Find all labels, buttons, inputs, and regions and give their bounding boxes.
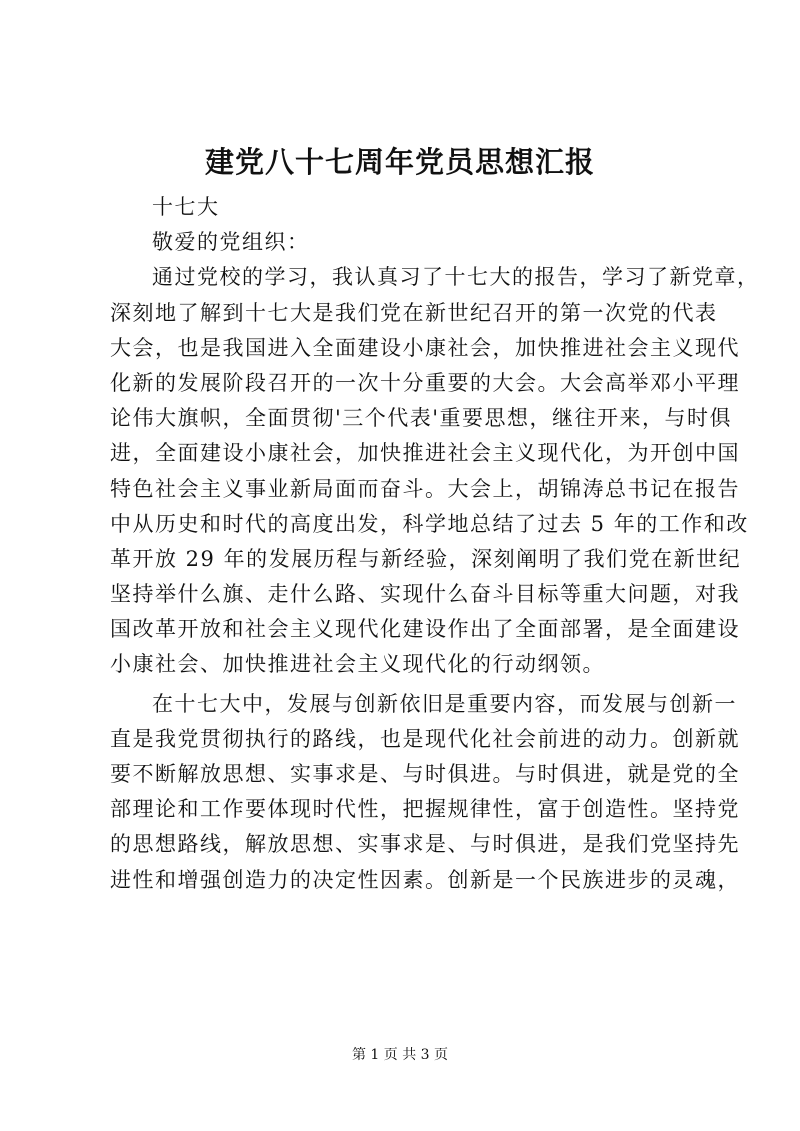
text-line: 十七大 [152, 195, 220, 219]
text-line: 化新的发展阶段召开的一次十分重要的大会。大会高举邓小平理 [110, 370, 740, 395]
text-line: 进，全面建设小康社会，加快推进社会主义现代化，为开创中国 [110, 441, 740, 466]
text-line: 坚持举什么旗、走什么路、实现什么奋斗目标等重大问题，对我 [110, 582, 740, 607]
text-line: 特色社会主义事业新局面而奋斗。大会上，胡锦涛总书记在报告 [110, 476, 740, 501]
text-line: 在十七大中，发展与创新依旧是重要内容，而发展与创新一 [152, 691, 737, 716]
text-line: 中从历史和时代的高度出发，科学地总结了过去 5 年的工作和改 [110, 511, 749, 536]
text-line: 大会，也是我国进入全面建设小康社会，加快推进社会主义现代 [110, 335, 740, 360]
text-line: 敬爱的党组织： [152, 230, 310, 255]
text-line: 要不断解放思想、实事求是、与时俱进。与时俱进，就是党的全 [110, 762, 740, 786]
text-line: 小康社会、加快推进社会主义现代化的行动纲领。 [110, 652, 605, 677]
text-line: 直是我党贯彻执行的路线，也是现代化社会前进的动力。创新就 [110, 726, 740, 751]
text-line: 革开放 29 年的发展历程与新经验，深刻阐明了我们党在新世纪 [110, 546, 742, 571]
text-line: 进性和增强创造力的决定性因素。创新是一个民族进步的灵魂， [110, 867, 740, 892]
document-title: 建党八十七周年党员思想汇报 [204, 145, 595, 179]
text-line: 深刻地了解到十七大是我们党在新世纪召开的第一次党的代表 [110, 300, 718, 325]
document-body [110, 190, 760, 898]
text-line: 的思想路线，解放思想、实事求是、与时俱进，是我们党坚持先 [110, 832, 740, 857]
text-line: 国改革开放和社会主义现代化建设作出了全面部署，是全面建设 [110, 617, 740, 642]
text-line: 论伟大旗帜，全面贯彻'三个代表'重要思想，继往开来，与时俱 [110, 406, 733, 431]
text-line: 部理论和工作要体现时代性，把握规律性，富于创造性。坚持党 [110, 797, 740, 822]
text-line: 通过党校的学习，我认真习了十七大的报告，学习了新党章， [152, 265, 760, 290]
page-footer: 第 1 页 共 3 页 [351, 1047, 449, 1063]
